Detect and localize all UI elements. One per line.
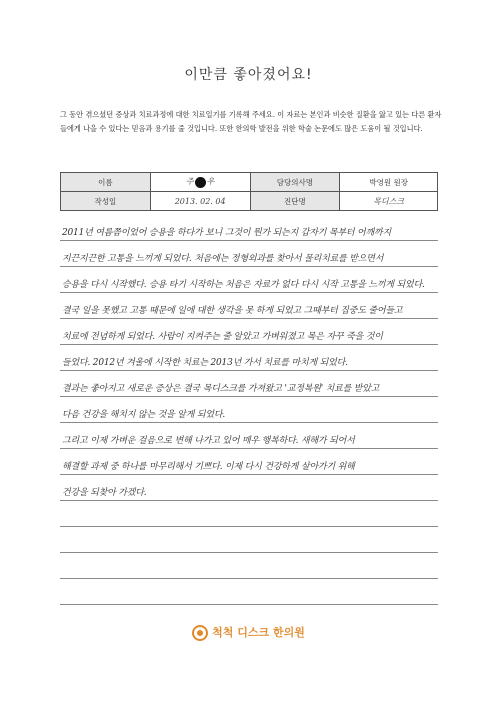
diary-line bbox=[60, 318, 438, 345]
name-redaction-mark bbox=[195, 177, 206, 188]
name-end: 우 bbox=[206, 177, 215, 187]
info-row-date bbox=[61, 192, 438, 211]
diary-text: 2011년 여름쯤이었어 승용을 하다가 보니 그것이 뭔가 되는지 갑자기 목부터 어깨까지 bbox=[62, 228, 392, 238]
diary-line bbox=[60, 578, 438, 605]
info-row-name bbox=[61, 173, 438, 192]
diary-text: 결국 일을 못했고 고통 때문에 일에 대한 생각을 못 하게 되었고 그때부터 집중도 줄어들고 bbox=[62, 306, 403, 316]
name-label: 이름 bbox=[61, 173, 151, 192]
diary-text: 건강을 되찾아 가겠다. bbox=[62, 488, 147, 498]
diary-text: 치료에 전념하게 되었다. 사람이 지켜주는 줄 알았고 가벼워졌고 목은 자꾸 죽을 것이 bbox=[62, 332, 383, 342]
diary-line bbox=[60, 500, 438, 527]
diary-text: 그리고 이제 가벼운 걸음으로 변해 나가고 있어 매우 행복하다. 새해가 되어서 bbox=[62, 436, 355, 446]
diagnosis-label: 진단명 bbox=[250, 192, 340, 211]
date-label: 작성일 bbox=[61, 192, 151, 211]
diary-line bbox=[60, 214, 438, 241]
diary-line bbox=[60, 474, 438, 501]
diary-line bbox=[60, 292, 438, 319]
diary-line bbox=[60, 552, 438, 579]
doctor-value: 박영원 원장 bbox=[340, 173, 438, 192]
diary-line bbox=[60, 448, 438, 475]
diary-text: 지끈지끈한 고통을 느끼게 되었다. 처음에는 정형외과를 찾아서 물리치료를 받으면서 bbox=[62, 254, 384, 264]
diary-line bbox=[60, 344, 438, 371]
diary-line bbox=[60, 266, 438, 293]
diary-line bbox=[60, 370, 438, 397]
diary-text: 해결할 과제 중 하나를 마무리해서 기쁘다. 이제 다시 건강하게 살아가기 위해 bbox=[62, 462, 355, 472]
diary-text: 승용을 다시 시작했다. 승용 타기 시작하는 처음은 자료가 없다 다시 시작 고통을 느끼게 되었다. bbox=[62, 280, 425, 290]
clinic-logo-icon bbox=[192, 625, 208, 641]
diary-text: 다음 건강을 해치지 않는 것을 알게 되었다. bbox=[62, 410, 226, 420]
name-start: 주 bbox=[185, 177, 194, 187]
patient-info-table bbox=[60, 172, 438, 211]
diagnosis-field[interactable]: 목디스크 bbox=[340, 192, 438, 211]
form-instructions: 그 동안 겪으셨던 증상과 치료과정에 대한 치료일기를 기록해 주세요. 이 자료는 본인과 비슷한 질환을 앓고 있는 다른 환자들에게 나을 수 있다는 믿음과 용기를 줄 것입니다. 또한 한의학 발전을 위한 학술 논문에도 많은 도움이 될 것입니다. bbox=[60, 110, 442, 133]
diary-line bbox=[60, 396, 438, 423]
doctor-label: 담당의사명 bbox=[250, 173, 340, 192]
diary-line bbox=[60, 422, 438, 449]
diary-line bbox=[60, 526, 438, 553]
diary-lines[interactable] bbox=[60, 214, 438, 614]
diary-text: 결과는 좋아지고 새로운 증상은 결국 목디스크를 가져왔고 '교정복원' 치료를 받았고 bbox=[62, 384, 380, 394]
date-field[interactable]: 2013. 02. 04 bbox=[150, 192, 250, 211]
form-title: 이만큼 좋아졌어요! bbox=[184, 67, 313, 83]
diary-line bbox=[60, 240, 438, 267]
clinic-name: 척척 디스크 한의원 bbox=[212, 626, 305, 639]
clinic-footer bbox=[0, 624, 497, 641]
name-field[interactable] bbox=[150, 173, 250, 192]
diary-text: 들었다. 2012년 겨울에 시작한 치료는 2013년 가서 치료를 마치게 되었다. bbox=[62, 358, 348, 368]
